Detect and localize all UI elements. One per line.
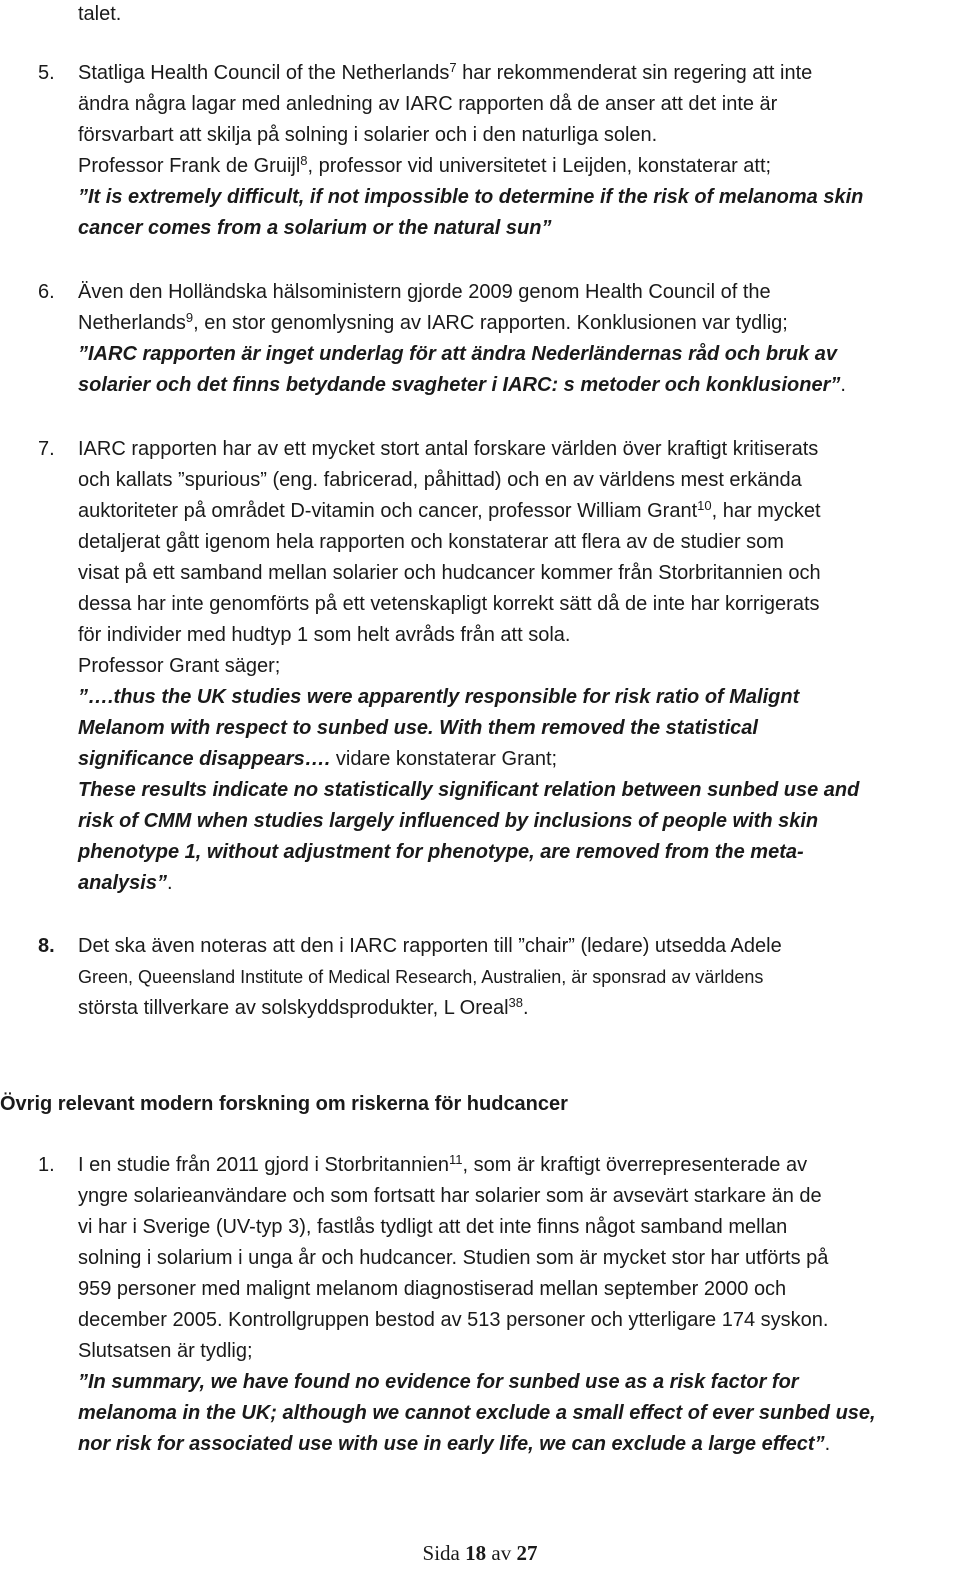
footnote-ref: 8 [300,153,308,168]
item-body: Det ska även noteras att den i IARC rapporten till ”chair” (ledare) utsedda Adele Green, Queensland Institute of Medical Research, Australien, är sponsrad av världens största tillverkare av solskyddsprodukter, L Oreal$^{38}$. [78,935,782,1019]
item-number: 8. [38,935,55,957]
quote: ”In summary, we have found no evidence for sunbed use as a risk factor for [78,1371,799,1393]
footnote-ref: 38 [508,995,524,1010]
footnote-ref: 11 [448,1152,463,1167]
item-body: I en studie från 2011 gjord i Storbritannien$^{11}$, som är kraftigt överrepresenterade av yngre solarieanvändare och som fortsatt har solarier som är avsevärt starkare än de vi har i Sverige (UV-typ 3), fastlås tydligt att det inte finns något samband mellan solning i solarium i unga år och hudcancer. Studien som är mycket stor har utförts på 959 personer med malignt melanom diagnostiserad mellan september 2000 och december 2005. Kontrollgruppen bestod av 513 personer och ytterligare 174 syskon. Slutsatsen är tydlig; ”In summary, we have found no evidence for sunbed use as a risk factor for melanoma in the UK; although we cannot exclude a small effect of ever sunbed use, nor risk for associated use with use in early life, we can exclude a large effect”. [78,1150,956,1460]
footnote-ref: 7 [449,60,457,75]
item-number: 6. [38,281,55,303]
item-number: 7. [38,438,55,460]
quote: ”IARC rapporten är inget underlag för att ändra Nederländernas råd och bruk av [78,343,838,365]
item-body: Statliga Health Council of the Netherlands$^7$ har rekommenderat sin regering att inte ändra några lagar med anledning av IARC rapporten då de anser att det inte är försvarbart att skilja på solning i solarier och i den naturliga solen. Professor Frank de Gruijl$^8$, professor vid universitetet i Leijden, konstaterar att; ”It is extremely difficult, if not impossible to determine if the risk of melanoma skin cancer comes from a solarium or the natural sun” [78,58,956,244]
quote: melanoma in the UK; although we cannot exclude a small effect of ever sunbed use, [78,1402,876,1424]
item-number: 1. [38,1154,55,1176]
item-body: Även den Holländska hälsoministern gjorde 2009 genom Health Council of the Netherlands$^9$, en stor genomlysning av IARC rapporten. Konklusionen var tydlig; ”IARC rapporten är inget underlag för att ändra Nederländernas råd och bruk av solarier och det finns betydande svagheter i IARC: s metoder och konklusioner”. [78,277,956,401]
current-page-number: 18 [465,1541,487,1565]
quote: Melanom with respect to sunbed use. With them removed the statistical [78,717,758,739]
quote: ”It is extremely difficult, if not impossible to determine if the risk of melanoma skin [78,186,864,208]
footer-prefix: Sida [422,1541,460,1565]
footer-mid: av [491,1541,512,1565]
section-heading: Övrig relevant modern forskning om riskerna för hudcancer [0,1093,568,1115]
quote: phenotype 1, without adjustment for phenotype, are removed from the meta- [78,841,804,863]
quote: ”….thus the UK studies were apparently responsible for risk ratio of Malignt [78,686,800,708]
quote: nor risk for associated use with use in early life, we can exclude a large effect” [78,1433,825,1455]
quote: analysis” [78,872,167,894]
quote: risk of CMM when studies largely influenced by inclusions of people with skin [78,810,819,832]
quote: significance disappears…. [78,748,331,770]
total-pages: 27 [516,1541,538,1565]
item-number: 5. [38,62,55,84]
item-body: IARC rapporten har av ett mycket stort antal forskare världen över kraftigt kritiserats och kallats ”spurious” (eng. fabricerad, påhittad) och en av världens mest erkända auktoriteter på området D-vitamin och cancer, professor William Grant$^{10}$, har mycket detaljerat gått igenom hela rapporten och konstaterar att flera av de studier som visat på ett samband mellan solarier och hudcancer kommer från Storbritannien och dessa har inte genomförts på ett vetenskapligt korrekt sätt då de inte har korrigerats för individer med hudtyp 1 som helt avråds från att sola. Professor Grant säger; ”….thus the UK studies were apparently responsible for risk ratio of Malignt Melanom with respect to sunbed use. With them removed the statistical significance disappears…. vidare konstaterar Grant; These results indicate no statistically significant relation between sunbed use and risk of CMM when studies largely influenced by inclusions of people with skin phenotype 1, without adjustment for phenotype, are removed from the meta- analysis”. [78,434,956,899]
quote: cancer comes from a solarium or the natural sun” [78,217,552,239]
top-fragment: talet. [78,3,122,25]
quote: solarier och det finns betydande svagheter i IARC: s metoder och konklusioner” [78,374,841,396]
footnote-ref: 10 [697,498,712,513]
footnote-ref: 9 [185,310,194,325]
page-footer [0,1538,960,1569]
quote: These results indicate no statistically significant relation between sunbed use and [78,779,860,801]
